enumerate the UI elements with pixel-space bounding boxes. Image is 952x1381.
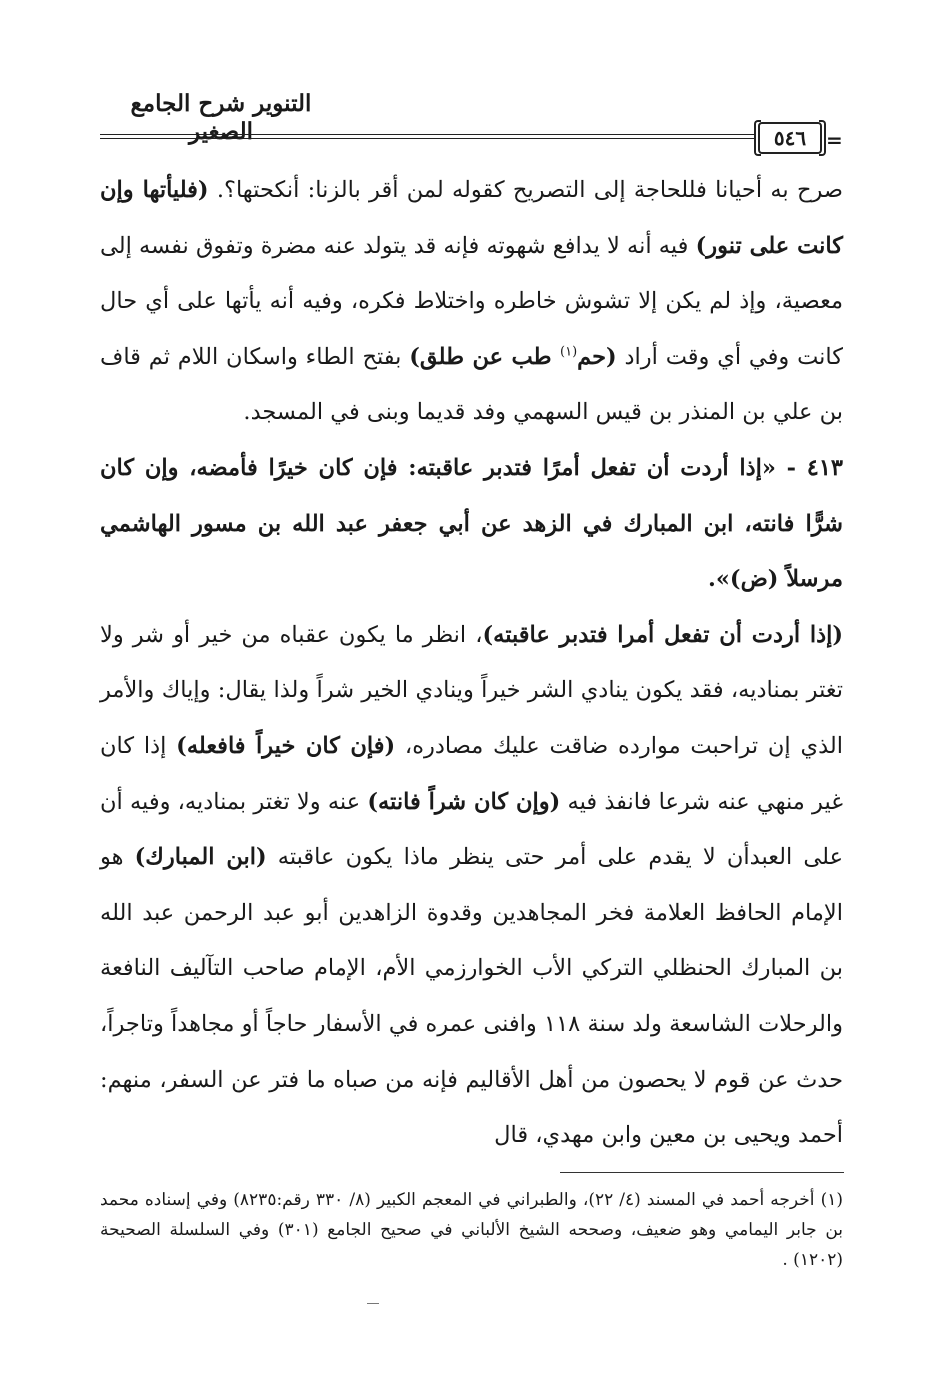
text-run: عنه ولا تغتر بمناديه، وفيه أن على العبدأن لا يقدم على أمر حتى ينظر ماذا يكون عاقبته — [100, 788, 843, 871]
quoted-text: (إذا أردت أن تفعل أمرا فتدبر عاقبته) — [482, 621, 844, 648]
main-text — [100, 163, 843, 1164]
source-reference: (حم — [577, 343, 617, 370]
bottom-mark — [367, 1303, 379, 1304]
text-run: ، انظر ما يكون عقباه من خير أو شر ولا تغتر بمناديه، فقد يكون ينادي الشر خيراً وينادي الخير شراً ولذا يقال: وإياك والأمر الذي إن تراحبت موارده ضاقت عليك مصادره، — [100, 621, 843, 759]
quoted-text: (وإن كان شراً فانته) — [367, 788, 561, 815]
footnote-marker: (١) — [560, 344, 578, 360]
text-run: بفتح الطاء واسكان اللام ثم قاف بن علي بن المنذر بن قيس السهمي وفد قديما وبنى في المسجد. — [100, 343, 843, 426]
page-number-box — [758, 122, 822, 154]
source-reference: طب عن طلق) — [409, 343, 561, 370]
text-run: صرح به أحيانا فللحاجة إلى التصريح كقوله لمن أقر بالزنا: أنكحتها؟. — [208, 177, 843, 203]
header-rule-double — [100, 138, 756, 139]
quoted-text: (ابن المبارك) — [134, 844, 267, 871]
text-run: هو الإمام الحافظ العلامة فخر المجاهدين وقدوة الزاهدين أبو عبد الرحمن عبد الله بن المبارك الحنظلي التركي الأب الخوارزمي الأم، الإمام صاحب التآليف النافعة والرحلات الشاسعة ولد سنة ١١٨ وافنى عمره في الأسفار حاجاً أو مجاهداً وتاجراً، حدث عن قوم لا يحصون من أهل الأقاليم فإنه من صباه ما فتر عن السفر، منهم: أحمد ويحيى بن معين وابن مهدي، قال — [100, 844, 843, 1149]
running-title: التنوير شرح الجامع الصغير — [130, 90, 312, 145]
paragraph-commentary-1 — [100, 163, 843, 441]
quoted-text: (فليأتها وإن كانت على تنور) — [100, 177, 843, 259]
header-rule — [100, 134, 756, 135]
text-run: فيه أنه لا يدافع شهوته فإنه قد يتولد عنه مضرة وتفوق نفسه إلى معصية، وإذ لم يكن إلا تشوش خاطره واختلاط فكره، وفيه أنه يأتها على أي حال كانت وفي أي وقت أراد — [100, 232, 843, 370]
hadith-413: ٤١٣ - «إذا أردت أن تفعل أمرًا فتدبر عاقبته: فإن كان خيرًا فأمضه، وإن كان شرًّا فانته، ابن المبارك في الزهد عن أبي جعفر عبد الله بن مسور الهاشمي مرسلاً (ض)». — [100, 454, 843, 593]
quoted-text: (فإن كان خيراً فافعله) — [176, 732, 396, 759]
footnote-1: (١) أخرجه أحمد في المسند (٤/ ٢٢)، والطبراني في المعجم الكبير (٨/ ٣٣٠ رقم:٨٢٣٥) وفي إسناده محمد بن جابر اليمامي وهو ضعيف، وصححه الشيخ الألباني في صحيح الجامع (٣٠١) وفي السلسلة الصحيحة (١٢٠٢) . — [100, 1190, 844, 1270]
text-run: إذا كان غير منهي عنه شرعا فانفذ فيه — [100, 732, 843, 815]
paragraph-commentary-2 — [100, 608, 843, 1164]
footnote-separator — [560, 1172, 844, 1173]
footnotes — [100, 1185, 843, 1275]
page-number: ٥٤٦ — [773, 126, 807, 150]
page-number-mark: = — [826, 128, 843, 152]
